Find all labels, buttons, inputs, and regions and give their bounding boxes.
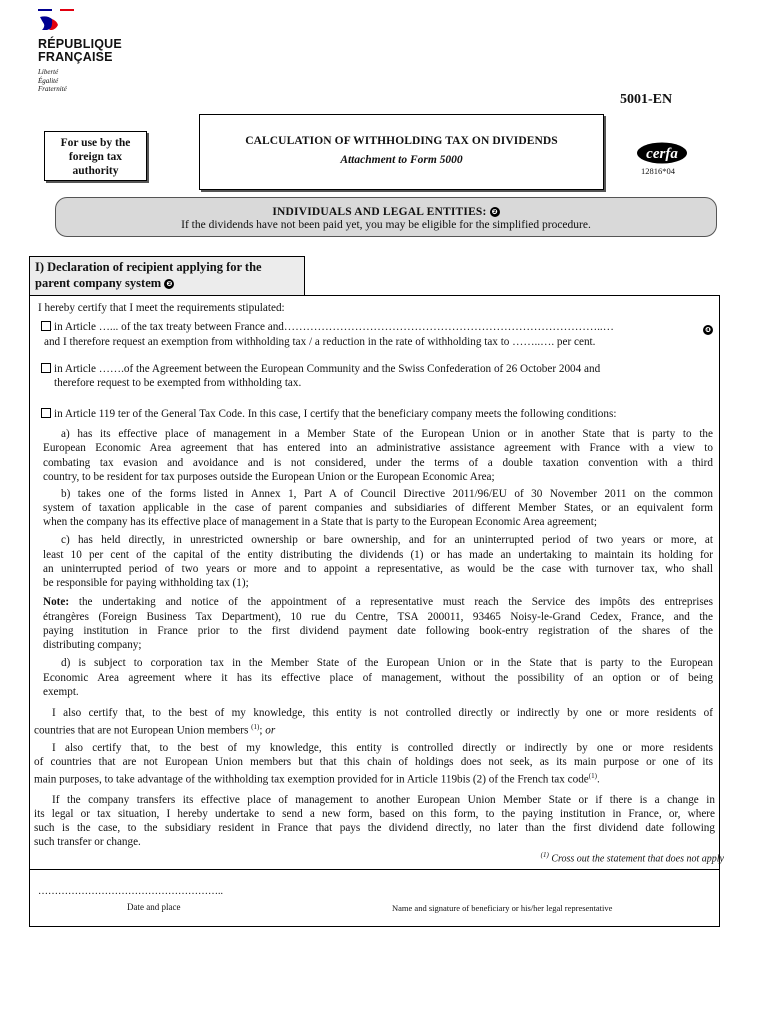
cerfa-logo <box>636 142 688 164</box>
note-marker: ❹ <box>703 325 713 335</box>
cond-d-l2: Economic Area agreement where it has its effective place of management, without the possibility of an option or of being <box>43 672 713 684</box>
option-1: in Article …... of the tax treaty between France and…………………………………………………………………………..… <box>41 320 716 335</box>
note-l1: Note: the undertaking and notice of the appointment of a representative must reach the Service des impôts des entreprises <box>43 596 713 608</box>
note-label: Note: <box>43 596 70 608</box>
option-1-checkbox[interactable] <box>41 321 51 331</box>
transfer-l3: such is the case, to the subsidiary resident in France that pays the dividend directly, no later than the first dividend date following <box>34 822 715 834</box>
option-3-checkbox[interactable] <box>41 408 51 418</box>
transfer-l2: its legal or tax situation, I hereby undertake to send a new form, based on this form, to the paying institution in France, or, where <box>34 808 715 820</box>
cerfa-logo-text: cerfa <box>646 146 678 162</box>
title-box <box>199 114 604 190</box>
note-l2: étrangères (Foreign Business Tax Department), 10 rue du Centre, TSA 200011, 93465 Noisy-le-Grand Cedex, France, and the <box>43 611 713 623</box>
cond-b-l1: b) takes one of the forms listed in Annex 1, Part A of Council Directive 2011/96/EU of 30 November 2011 on the common <box>61 488 713 500</box>
cert1-l2: countries that are not European Union members $^{(1)}$; or <box>34 723 276 737</box>
cond-c-l2: least 10 per cent of the capital of the entity distributing the dividends (1) or has made an undertaking to maintain its holding for <box>43 549 713 561</box>
intro-text: I hereby certify that I meet the requirements stipulated: <box>38 302 285 314</box>
cond-a-l3: combating tax evasion and avoidance and is not considered, under the terms of a double taxation convention with a third <box>43 457 713 469</box>
cond-b-l3: when the company has its effective place of management in a State that is party to the European Economic Area agreement; <box>43 516 597 528</box>
cond-c-l3: an uninterrupted period of two years or more and to appoint a representative, as would be the case with turnover tax, who shall <box>43 563 713 575</box>
cert2-l1: I also certify that, to the best of my knowledge, this entity is controlled directly or indirectly by one or more residents <box>52 742 713 754</box>
cert1-l1: I also certify that, to the best of my knowledge, this entity is not controlled directly or indirectly by one or more residents of <box>52 707 713 719</box>
cond-c-l4: be responsible for paying withholding tax (1); <box>43 577 249 589</box>
note-l3: paying institution in France prior to the first dividend payment date following book-entry registration of the shares of the <box>43 625 713 637</box>
motto: Liberté Égalité Fraternité <box>38 68 67 93</box>
option-1-line2: and I therefore request an exemption from withholding tax / a reduction in the rate of withholding tax to ……..…. per cent. <box>44 336 596 348</box>
banner <box>55 197 717 237</box>
section-title: I) Declaration of recipient applying for the parent company system ❷ <box>29 256 305 296</box>
republique-francaise: RÉPUBLIQUE FRANÇAISE <box>38 37 122 64</box>
cert2-l3: main purposes, to take advantage of the withholding tax exemption provided for in Article 119bis (2) of the French tax code$^{(1)}$. <box>34 772 600 786</box>
banner-subtext: If the dividends have not been paid yet, you may be eligible for the simplified procedure. <box>181 219 591 231</box>
date-place-field[interactable]: ……………………………………………….. <box>38 886 223 897</box>
cond-b-l2: system of taxation applicable in the case of parent companies and subsidiaries of different Member States, or an equivalent form <box>43 502 713 514</box>
cond-a-l2: European Economic Area agreement that has entered into an administrative assistance agreement with France with a view to <box>43 442 713 454</box>
note-marker: ❷ <box>491 208 498 216</box>
cond-a-l4: country, to be resident for tax purposes outside the European Union or the European Economic Area; <box>43 471 495 483</box>
form-subtitle: Attachment to Form 5000 <box>340 154 463 166</box>
note-marker: ❷ <box>164 279 174 289</box>
cond-c-l1: c) has held directly, in unrestricted ownership or bare ownership, and for an uninterrupted period of two years or more, at <box>61 534 713 546</box>
transfer-l4: such transfer or change. <box>34 836 141 848</box>
banner-heading: INDIVIDUALS AND LEGAL ENTITIES: <box>272 206 487 218</box>
option-2: in Article …….of the Agreement between the European Community and the Swiss Confederation of 26 October 2004 and <box>41 362 713 377</box>
cerfa-number: 12816*04 <box>641 166 675 176</box>
cond-d-l3: exempt. <box>43 686 79 698</box>
footnote: $^{(1)}$ Cross out the statement that does not apply <box>540 851 724 865</box>
form-title: CALCULATION OF WITHHOLDING TAX ON DIVIDENDS <box>245 135 558 147</box>
signature-box <box>29 869 720 927</box>
cert2-l2: of countries that are not European Union members but that this chain of holdings does not seek, as its main purpose or one of its <box>34 756 713 768</box>
option-2-checkbox[interactable] <box>41 363 51 373</box>
marianne-icon <box>38 14 60 32</box>
cond-d-l1: d) is subject to corporation tax in the Member State of the European Union or in the State that is party to the European <box>61 657 713 669</box>
authority-box: For use by the foreign tax authority <box>44 131 147 181</box>
option-3: in Article 119 ter of the General Tax Code. In this case, I certify that the beneficiary company meets the following conditions: <box>41 407 616 422</box>
signature-label: Name and signature of beneficiary or his/her legal representative <box>392 903 613 913</box>
transfer-l1: If the company transfers its effective place of management to another European Union Member State or if there is a change in <box>52 794 715 806</box>
cond-a-l1: a) has its effective place of management in a Member State of the European Union or in another State that is party to the <box>61 428 713 440</box>
date-place-label: Date and place <box>127 902 181 912</box>
note-l4: distributing company; <box>43 639 142 651</box>
option-2-line2: therefore request to be exempted from withholding tax. <box>54 377 302 389</box>
form-number: 5001-EN <box>620 92 673 107</box>
